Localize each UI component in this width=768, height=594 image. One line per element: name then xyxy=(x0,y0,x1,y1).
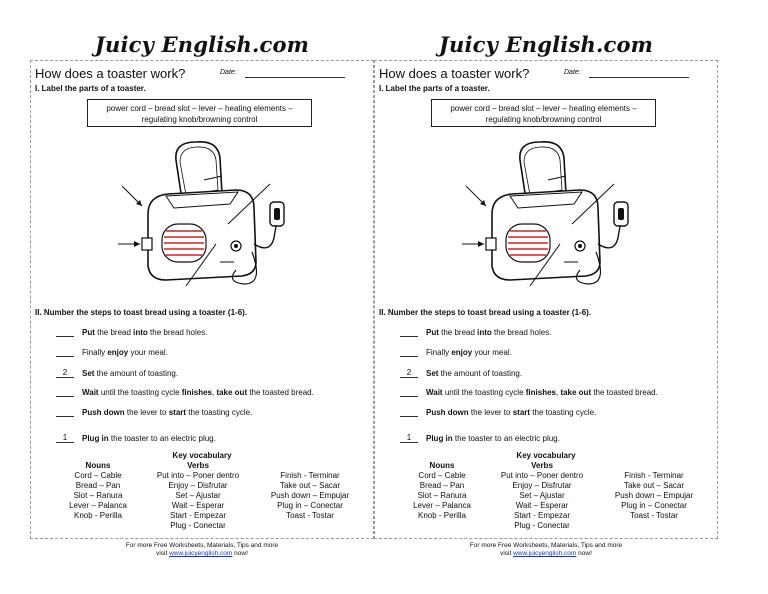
vocab-item: Bread – Pan xyxy=(419,481,465,490)
step-item xyxy=(56,368,178,378)
section2-heading: II. Number the steps to toast bread using a toaster (1-6). xyxy=(35,308,248,317)
step-answer-blank[interactable] xyxy=(56,336,74,337)
step-text: the bread xyxy=(94,328,134,337)
step-answer-blank[interactable]: 2 xyxy=(400,368,418,378)
step-text: your meal. xyxy=(472,348,512,357)
vocab-item: Lever – Palanca xyxy=(413,501,471,510)
nouns-heading: Nouns xyxy=(429,461,455,470)
word-bank-line: regulating knob/browning control xyxy=(485,115,602,124)
step-keyword: enjoy xyxy=(451,348,473,357)
step-answer-blank[interactable] xyxy=(400,416,418,417)
step-answer-blank[interactable] xyxy=(56,396,74,397)
step-text: Finally xyxy=(426,348,452,357)
word-bank xyxy=(87,99,312,127)
vocab-item: Cord – Cable xyxy=(74,471,122,480)
vocab-item: Set – Ajustar xyxy=(175,491,221,500)
step-keyword: into xyxy=(477,328,492,337)
step-text: the toaster to an electric plug. xyxy=(108,434,216,443)
step-answer-blank[interactable] xyxy=(56,356,74,357)
date-field[interactable] xyxy=(245,77,345,78)
vocab-item: Toast - Tostar xyxy=(630,511,678,520)
brand-logo: Juicy English.com xyxy=(94,32,310,57)
step-item xyxy=(56,348,168,357)
section2-heading: II. Number the steps to toast bread using a toaster (1-6). xyxy=(379,308,592,317)
vocab-item: Plug - Conectar xyxy=(514,521,570,530)
word-bank-line: power cord – bread slot – lever – heating elements – xyxy=(106,104,293,113)
footer-visit: visit xyxy=(156,550,168,557)
lever xyxy=(142,238,152,250)
step-item xyxy=(400,328,551,337)
vocab-item: Lever – Palanca xyxy=(69,501,127,510)
step-item xyxy=(400,348,512,357)
more-verbs-column xyxy=(254,461,366,521)
toaster-illustration xyxy=(118,134,288,294)
vocab-item: Knob - Perilla xyxy=(417,511,467,520)
vocab-item: Put into – Poner dentro xyxy=(156,471,240,480)
footer xyxy=(30,542,374,558)
step-text: , xyxy=(211,388,217,397)
step-keyword: finishes xyxy=(181,388,212,397)
footer-line: For more Free Worksheets, Materials, Tips and more xyxy=(125,542,279,549)
step-item xyxy=(400,408,596,417)
nouns-heading: Nouns xyxy=(85,461,111,470)
step-keyword: Plug in xyxy=(82,434,109,443)
knob-center xyxy=(578,244,582,248)
lever xyxy=(486,238,496,250)
spacer xyxy=(254,461,366,471)
vocab-item: Start - Empezar xyxy=(513,511,570,520)
step-keyword: Wait xyxy=(426,388,443,397)
nouns-column xyxy=(402,461,482,521)
step-item xyxy=(56,433,216,443)
step-keyword: Push down xyxy=(82,408,125,417)
footer-line: For more Free Worksheets, Materials, Tips and more xyxy=(469,542,623,549)
vocab-item: Wait – Esperar xyxy=(171,501,225,510)
step-keyword: Wait xyxy=(82,388,99,397)
step-answer-blank[interactable] xyxy=(400,356,418,357)
vocab-item: Put into – Poner dentro xyxy=(500,471,584,480)
step-answer-blank[interactable]: 2 xyxy=(56,368,74,378)
step-item xyxy=(56,408,252,417)
date-label: Date: xyxy=(564,69,581,76)
step-text: the lever to xyxy=(468,408,513,417)
step-text: until the toasting cycle xyxy=(98,388,182,397)
vocab-item: Start - Empezar xyxy=(169,511,226,520)
step-keyword: enjoy xyxy=(107,348,129,357)
arrow-head xyxy=(134,241,140,247)
step-text: the bread holes. xyxy=(147,328,208,337)
step-answer-blank[interactable] xyxy=(400,336,418,337)
section1-heading: I. Label the parts of a toaster. xyxy=(379,84,490,93)
step-text: the toasted bread. xyxy=(247,388,314,397)
vocab-item: Plug - Conectar xyxy=(170,521,226,530)
vocab-item: Set – Ajustar xyxy=(519,491,565,500)
step-keyword: Put xyxy=(82,328,95,337)
step-text: Finally xyxy=(82,348,108,357)
footer-visit: visit xyxy=(500,550,512,557)
word-bank xyxy=(431,99,656,127)
verbs-column xyxy=(142,461,254,531)
step-text: until the toasting cycle xyxy=(442,388,526,397)
vocab-item: Enjoy – Disfrutar xyxy=(512,481,572,490)
step-text: your meal. xyxy=(128,348,168,357)
website-link[interactable]: www.juicyenglish.com xyxy=(169,550,233,557)
worksheet-right xyxy=(374,0,718,594)
step-text: the bread xyxy=(438,328,478,337)
step-text: the amount of toasting. xyxy=(438,369,523,378)
step-keyword: Set xyxy=(82,369,95,378)
plug-socket xyxy=(618,208,624,220)
step-text: the toaster to an electric plug. xyxy=(452,434,560,443)
step-text: the amount of toasting. xyxy=(94,369,179,378)
step-answer-blank[interactable]: 1 xyxy=(400,433,418,443)
page-title: How does a toaster work? xyxy=(379,66,530,81)
step-text: the toasting cycle. xyxy=(530,408,597,417)
step-keyword: start xyxy=(168,408,187,417)
footer xyxy=(374,542,718,558)
step-keyword: into xyxy=(133,328,148,337)
step-keyword: Push down xyxy=(426,408,469,417)
vocab-item: Bread – Pan xyxy=(75,481,121,490)
vocab-item: Slot – Ranura xyxy=(417,491,467,500)
step-item xyxy=(400,368,522,378)
vocab-item: Cord – Cable xyxy=(418,471,466,480)
vocab-title: Key vocabulary xyxy=(516,451,576,460)
footer-now: now! xyxy=(578,550,592,557)
knob-center xyxy=(234,244,238,248)
vocab-item: Push down – Empujar xyxy=(614,491,694,500)
step-text: , xyxy=(555,388,561,397)
verbs-heading: Verbs xyxy=(531,461,553,470)
vocab-item: Plug in – Conectar xyxy=(277,501,343,510)
toaster-illustration xyxy=(462,134,632,294)
verbs-heading: Verbs xyxy=(187,461,209,470)
arrow-head xyxy=(478,241,484,247)
step-keyword: finishes xyxy=(525,388,556,397)
step-keyword: Put xyxy=(426,328,439,337)
step-keyword: start xyxy=(512,408,531,417)
step-keyword: Set xyxy=(426,369,439,378)
vocab-item: Finish - Terminar xyxy=(280,471,340,480)
step-answer-blank[interactable] xyxy=(400,396,418,397)
footer-line-2 xyxy=(30,550,374,558)
vocab-item: Knob - Perilla xyxy=(73,511,123,520)
section1-heading: I. Label the parts of a toaster. xyxy=(35,84,146,93)
vocab-item: Finish - Terminar xyxy=(624,471,684,480)
date-label: Date: xyxy=(220,69,237,76)
vocab-title: Key vocabulary xyxy=(172,451,232,460)
vocab-item: Wait – Esperar xyxy=(515,501,569,510)
step-text: the toasting cycle. xyxy=(186,408,253,417)
website-link[interactable]: www.juicyenglish.com xyxy=(513,550,577,557)
vocab-item: Enjoy – Disfrutar xyxy=(168,481,228,490)
step-text: the bread holes. xyxy=(491,328,552,337)
vocab-item: Take out – Sacar xyxy=(279,481,341,490)
vocab-item: Take out – Sacar xyxy=(623,481,685,490)
step-keyword: Plug in xyxy=(426,434,453,443)
worksheet-left xyxy=(30,0,374,594)
step-keyword: take out xyxy=(560,388,592,397)
step-item xyxy=(56,328,207,337)
step-text: the lever to xyxy=(124,408,169,417)
step-item xyxy=(400,388,658,397)
page-title: How does a toaster work? xyxy=(35,66,186,81)
word-bank-line: regulating knob/browning control xyxy=(141,115,258,124)
brand-logo: Juicy English.com xyxy=(438,32,654,57)
plug-socket xyxy=(274,208,280,220)
vocab-item: Slot – Ranura xyxy=(73,491,123,500)
more-verbs-column xyxy=(598,461,710,521)
step-answer-blank[interactable]: 1 xyxy=(56,433,74,443)
footer-line-2 xyxy=(374,550,718,558)
step-item xyxy=(400,433,560,443)
nouns-column xyxy=(58,461,138,521)
vocab-item: Push down – Empujar xyxy=(270,491,350,500)
step-item xyxy=(56,388,314,397)
word-bank-line: power cord – bread slot – lever – heating elements – xyxy=(450,104,637,113)
step-answer-blank[interactable] xyxy=(56,416,74,417)
vocab-item: Plug in – Conectar xyxy=(621,501,687,510)
step-keyword: take out xyxy=(216,388,248,397)
step-text: the toasted bread. xyxy=(591,388,658,397)
verbs-column xyxy=(486,461,598,531)
footer-now: now! xyxy=(234,550,248,557)
date-field[interactable] xyxy=(589,77,689,78)
vocab-item: Toast - Tostar xyxy=(286,511,334,520)
spacer xyxy=(598,461,710,471)
